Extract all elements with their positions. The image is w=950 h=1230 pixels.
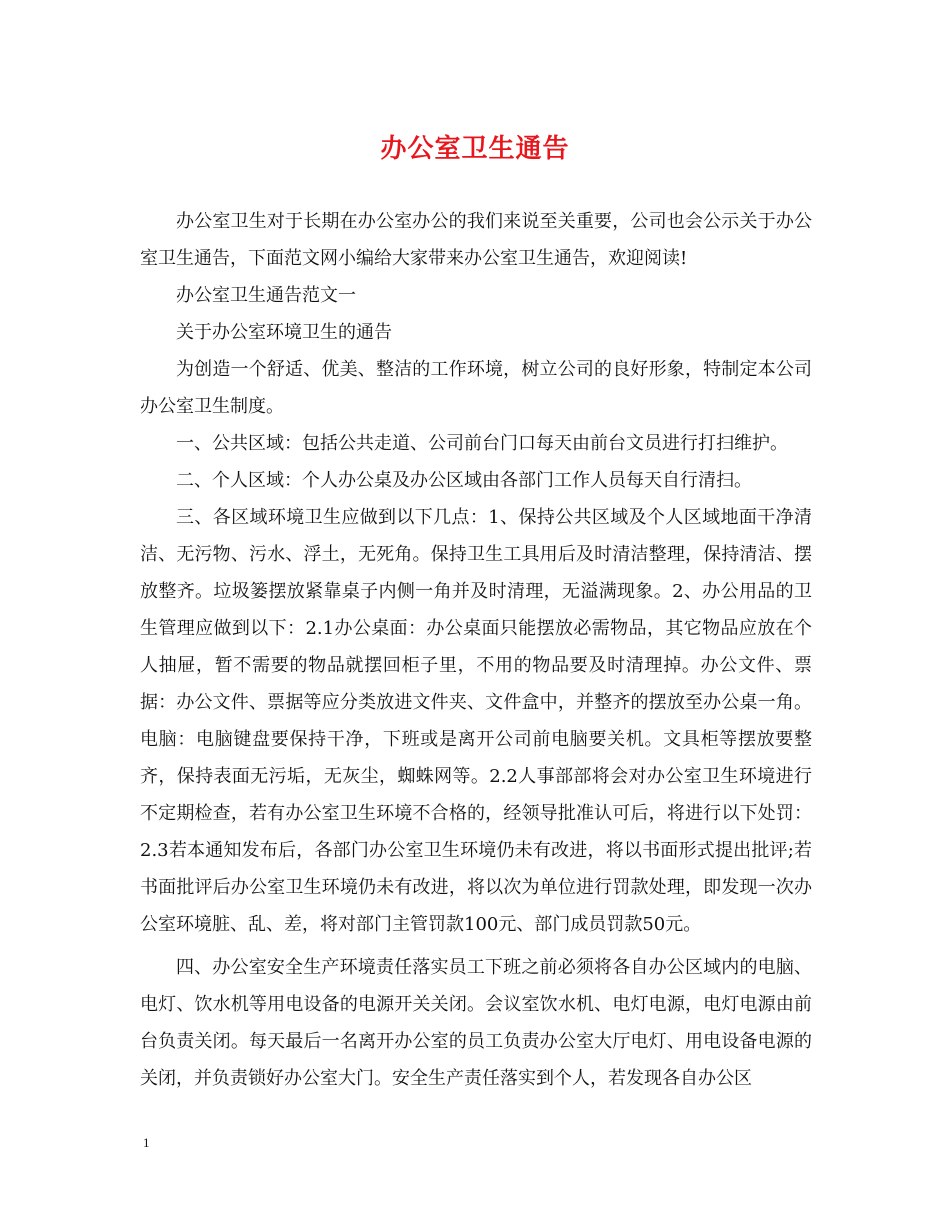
paragraph-purpose: 为创造一个舒适、优美、整洁的工作环境，树立公司的良好形象，特制定本公司办公室卫生制度。 — [140, 359, 812, 417]
paragraph-sample-heading: 办公室卫生通告范文一 — [176, 285, 356, 306]
paragraph-requirements: 三、各区域环境卫生应做到以下几点：1、保持公共区域及个人区域地面干净清洁、无污物、污水、浮土，无死角。保持卫生工具用后及时清洁整理，保持清洁、摆放整齐。垃圾篓摆放紧靠桌子内侧一角并及时清理，无溢满现象。2、办公用品的卫生管理应做到以下：2.1办公桌面：办公桌面只能摆放必需物品，其它物品应放在个人抽屉，暂不需要的物品就摆回柜子里，不用的物品要及时清理掉。办公文件、票据：办公文件、票据等应分类放进文件夹、文件盒中，并整齐的摆放至办公桌一角。电脑：电脑键盘要保持干净，下班或是离开公司前电脑要关机。文具柜等摆放要整齐，保持表面无污垢，无灰尘，蜘蛛网等。2.2人事部部将会对办公室卫生环境进行不定期检查，若有办公室卫生环境不合格的，经领导批准认可后，将进行以下处罚：2.3若本通知发布后，各部门办公室卫生环境仍未有改进，将以书面形式提出批评;若书面批评后办公室卫生环境仍未有改进，将以次为单位进行罚款处理，即发现一次办公室环境脏、乱、差，将对部门主管罚款100元、部门成员罚款50元。 — [140, 507, 812, 935]
page-number: 1 — [143, 1135, 150, 1150]
paragraph-safety: 四、办公室安全生产环境责任落实员工下班之前必须将各自办公区域内的电脑、电灯、饮水机等用电设备的电源开关关闭。会议室饮水机、电灯电源，电灯电源由前台负责关闭。每天最后一名离开办公室的员工负责办公室大厅电灯、用电设备电源的关闭，并负责锁好办公室大门。安全生产责任落实到个人，若发现各自办公区 — [140, 957, 812, 1089]
paragraph-public-area: 一、公共区域：包括公共走道、公司前台门口每天由前台文员进行打扫维护。 — [176, 433, 788, 454]
document-body — [140, 203, 812, 1097]
paragraph-notice-title: 关于办公室环境卫生的通告 — [176, 322, 392, 343]
paragraph-personal-area: 二、个人区域：个人办公桌及办公区域由各部门工作人员每天自行清扫。 — [176, 470, 752, 491]
document-title: 办公室卫生通告 — [380, 134, 570, 164]
paragraph-intro: 办公室卫生对于长期在办公室办公的我们来说至关重要，公司也会公示关于办公室卫生通告，下面范文网小编给大家带来办公室卫生通告，欢迎阅读! — [140, 211, 812, 269]
